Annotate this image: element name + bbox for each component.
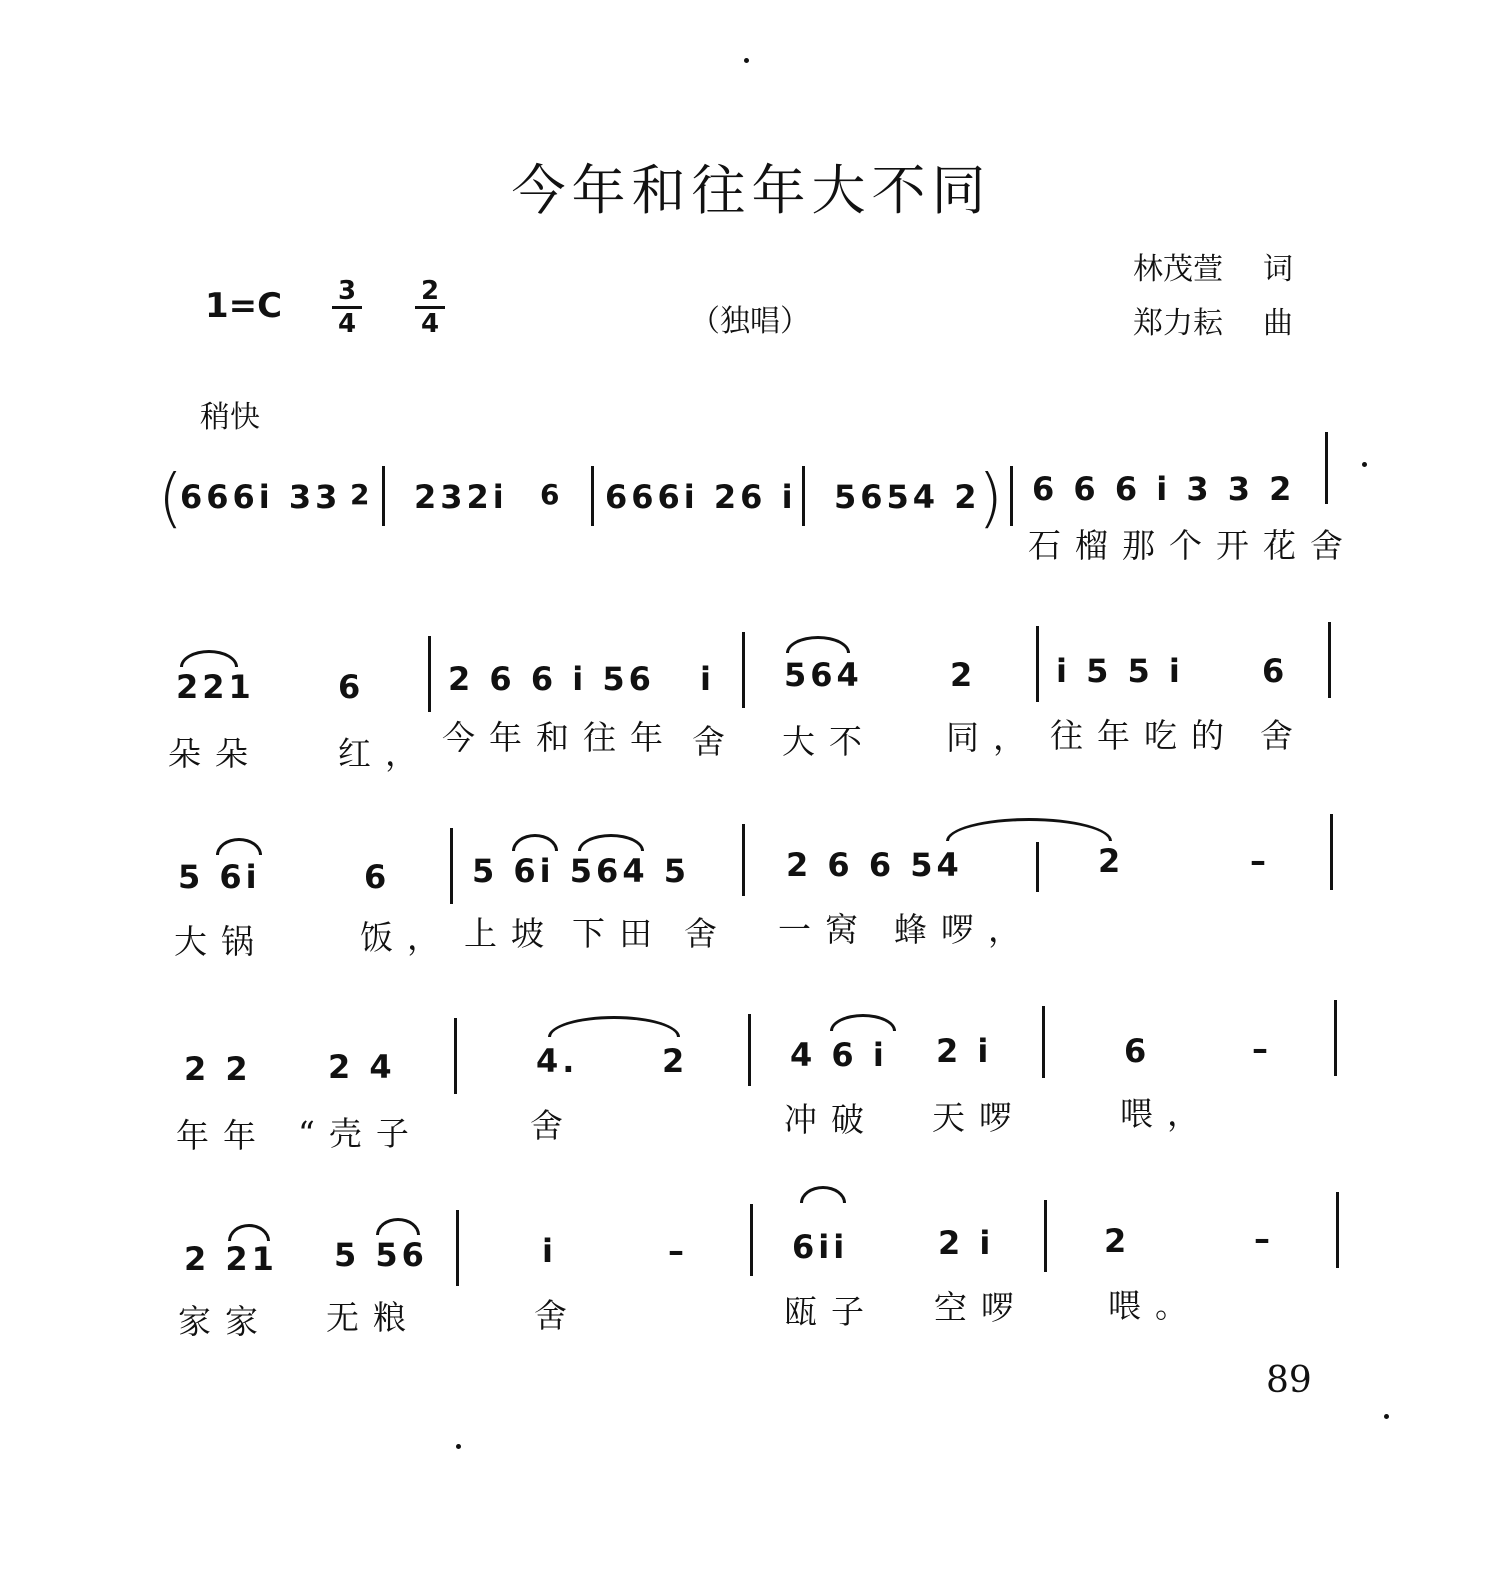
line5-notes-m4b: – [1254,1220,1274,1258]
barline [748,1014,751,1086]
line5-notes-m3a: 6ii [792,1228,849,1266]
barline [450,828,453,904]
barline [428,636,431,712]
line4-notes-m2a: 4. [536,1042,579,1080]
slur [548,1016,680,1037]
slur [376,1218,420,1235]
line3-lyric-2: 饭， [360,918,454,957]
line5-notes-m3b: 2 i [938,1224,995,1262]
line3-notes-m4b: – [1250,842,1270,880]
line1-grace-2: 2 [350,478,374,511]
line4-lyric-2: “壳子 [298,1114,423,1153]
line3-lyric-3: 上坡 [464,914,558,953]
line3-notes-m4a: 2 [1098,842,1125,880]
line3-lyric-1: 大锅 [174,922,268,961]
slur [512,834,558,851]
slur [800,1186,846,1203]
page-number: 89 [1266,1360,1312,1401]
line2-lyric-1: 朵朵 [168,734,262,773]
slur [578,834,644,851]
slur [180,650,238,667]
barline [454,1018,457,1094]
line5-notes-m4a: 2 [1104,1222,1131,1260]
barline [1334,1000,1337,1076]
line4-notes-m3a: 4 6 i [790,1036,888,1074]
line4-notes-m2b: 2 [662,1042,689,1080]
line1-notes-m5: 6 6 6 i 3 3 2 [1032,470,1296,508]
line4-notes-m4b: – [1252,1030,1272,1068]
barline [1044,1200,1047,1272]
line3-notes-m1a: 5 6i [178,858,261,896]
barline [742,824,745,896]
line3-notes-m1b: 6 [364,858,391,896]
scan-speck [456,1444,461,1449]
scan-speck [744,58,749,63]
scan-speck [1384,1414,1389,1419]
line2-notes-m4a: i 5 5 i [1056,652,1184,690]
composer-name: 郑力耘 [1133,306,1223,341]
time-signature-2-4 [415,278,445,337]
barline [742,632,745,708]
line5-notes-m2b: – [668,1232,688,1270]
line4-lyric-6: 喂， [1120,1094,1214,1133]
line5-lyric-6: 喂。 [1108,1286,1202,1325]
line3-lyric-4: 下田 [572,914,666,953]
line2-lyric-4: 舍 [692,722,739,761]
performance-note: （独唱） [690,304,810,339]
barline [1010,466,1013,526]
line1-grace-6: 6 [540,478,564,511]
line2-lyric-5: 大不 [782,722,876,761]
barline [1036,842,1039,892]
line2-lyric-8: 舍 [1260,716,1307,755]
key-signature: 1=C [205,286,283,326]
barline [1330,814,1333,890]
time-sig-2-den: 4 [420,309,440,339]
tempo-marking: 稍快 [200,400,260,435]
line1-lyric: 石榴那个开花舍 [1028,526,1357,565]
slur-tie [946,818,1112,841]
line1-notes-m1: 666i 33 [180,478,342,516]
line5-lyric-4: 瓯子 [784,1292,878,1331]
line4-notes-m1b: 2 4 [328,1048,396,1086]
lyricist-role: 词 [1263,252,1293,287]
line4-notes-m3b: 2 i [936,1032,993,1070]
line3-lyric-6: 一窝 [778,910,872,949]
composer-role: 曲 [1263,306,1293,341]
barline [1325,432,1328,504]
time-sig-2-num: 2 [420,276,440,306]
composer-credit [1133,298,1293,342]
line3-notes-m2: 5 6i 564 5 [472,852,690,890]
barline [456,1210,459,1286]
scan-speck [1362,462,1367,467]
line2-lyric-3: 今年和往年 [442,718,677,757]
slur [228,1224,270,1241]
slur [216,838,262,855]
line1-notes-m2: 232i [414,478,508,516]
line2-notes-m1a: 221 [176,668,255,706]
line3-notes-m3: 2 6 6 54 [786,846,963,884]
barline [802,466,805,526]
line4-notes-m1a: 2 2 [184,1050,252,1088]
line5-notes-m1b: 5 56 [334,1236,428,1274]
line4-lyric-1: 年年 [176,1116,270,1155]
line2-lyric-7: 往年吃的 [1050,716,1238,755]
line4-lyric-5: 天啰 [932,1098,1026,1137]
lyricist-name: 林茂萱 [1133,252,1223,287]
barline [1336,1192,1339,1268]
line2-notes-m3b: 2 [950,656,977,694]
line5-lyric-1: 家家 [178,1302,272,1341]
slur [830,1014,896,1031]
intro-open-paren: ( [158,462,183,536]
line2-notes-m2b: i [700,660,715,698]
barline [750,1204,753,1276]
line4-lyric-3: 舍 [530,1106,577,1145]
line2-notes-m2a: 2 6 6 i 56 [448,660,655,698]
time-sig-1-den: 4 [337,309,357,339]
barline [591,466,594,526]
time-signature-3-4 [332,278,362,337]
line5-lyric-3: 舍 [534,1296,581,1335]
line1-notes-m3: 666i 26 i [605,478,797,516]
line1-notes-m4: 5654 2 [834,478,981,516]
lyricist-credit [1133,244,1293,288]
line3-lyric-5: 舍 [684,914,731,953]
barline [1042,1006,1045,1078]
line3-lyric-7: 蜂啰， [894,910,1035,949]
line5-notes-m1a: 2 21 [184,1240,278,1278]
line5-lyric-2: 无粮 [326,1298,420,1337]
song-title: 今年和往年大不同 [511,159,992,222]
line4-notes-m4a: 6 [1124,1032,1151,1070]
barline [1036,626,1039,702]
line2-notes-m3a: 564 [784,656,863,694]
line2-lyric-2: 红， [338,734,432,773]
line4-lyric-4: 冲破 [784,1100,878,1139]
line2-notes-m1b: 6 [338,668,365,706]
slur [786,636,850,653]
line5-lyric-5: 空啰 [934,1288,1028,1327]
barline [382,466,385,526]
line2-lyric-6: 同， [946,718,1040,757]
line2-notes-m4b: 6 [1262,652,1289,690]
barline [1328,622,1331,698]
line5-notes-m2a: i [542,1232,557,1270]
time-sig-1-num: 3 [337,276,357,306]
intro-close-paren: ) [978,462,1003,536]
